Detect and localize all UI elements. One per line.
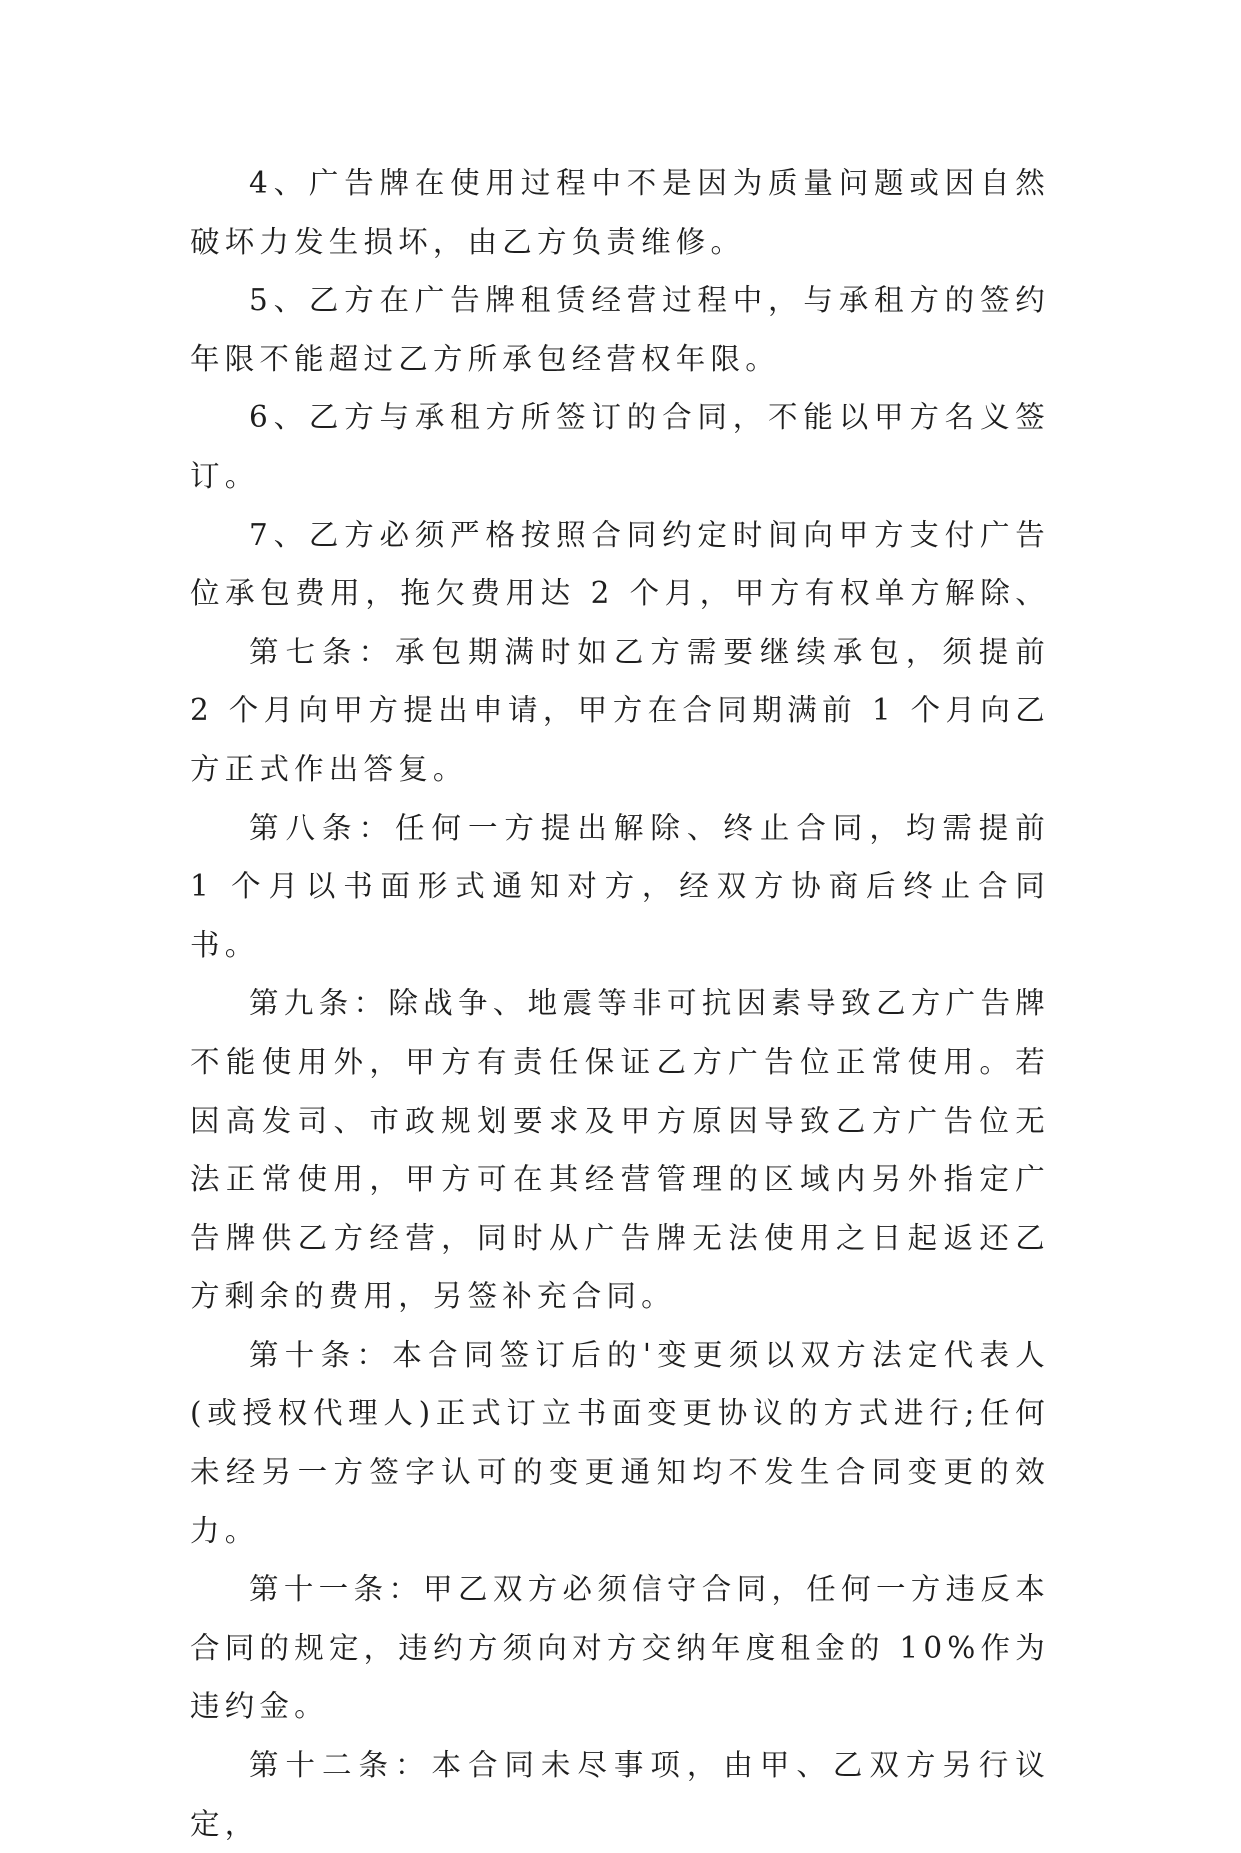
paragraph-clause-5: 5、乙方在广告牌租赁经营过程中，与承租方的签约年限不能超过乙方所承包经营权年限。 — [190, 283, 1050, 376]
paragraph-clause-4: 4、广告牌在使用过程中不是因为质量问题或因自然破坏力发生损坏，由乙方负责维修。 — [190, 166, 1050, 259]
paragraph-clause-7: 7、乙方必须严格按照合同约定时间向甲方支付广告位承包费用，拖欠费用达 2 个月，甲方有权单方解除、 — [190, 517, 1050, 611]
paragraph-article-7: 第七条：承包期满时如乙方需要继续承包，须提前 2 个月向甲方提出申请，甲方在合同期满前 1 个月向乙方正式作出答复。 — [190, 634, 1050, 786]
paragraph-article-8: 第八条：任何一方提出解除、终止合同，均需提前 1 个月以书面形式通知对方，经双方协商后终止合同书。 — [190, 810, 1050, 962]
paragraph-article-9: 第九条：除战争、地震等非可抗因素导致乙方广告牌不能使用外，甲方有责任保证乙方广告位正常使用。若因高发司、市政规划要求及甲方原因导致乙方广告位无法正常使用，甲方可在其经营管理的区域内另外指定广告牌供乙方经营，同时从广告牌无法使用之日起返还乙方剩余的费用，另签补充合同。 — [190, 986, 1050, 1314]
paragraph-article-12: 第十二条：本合同未尽事项，由甲、乙双方另行议定， — [190, 1748, 1050, 1841]
paragraph-clause-6: 6、乙方与承租方所签订的合同，不能以甲方名义签订。 — [190, 400, 1050, 493]
paragraph-article-11: 第十一条：甲乙双方必须信守合同，任何一方违反本合同的规定，违约方须向对方交纳年度租金的 10%作为违约金。 — [190, 1572, 1050, 1724]
paragraph-article-10: 第十条：本合同签订后的'变更须以双方法定代表人(或授权代理人)正式订立书面变更协议的方式进行;任何未经另一方签字认可的变更通知均不发生合同变更的效力。 — [190, 1337, 1050, 1548]
document-body — [190, 154, 1050, 1853]
